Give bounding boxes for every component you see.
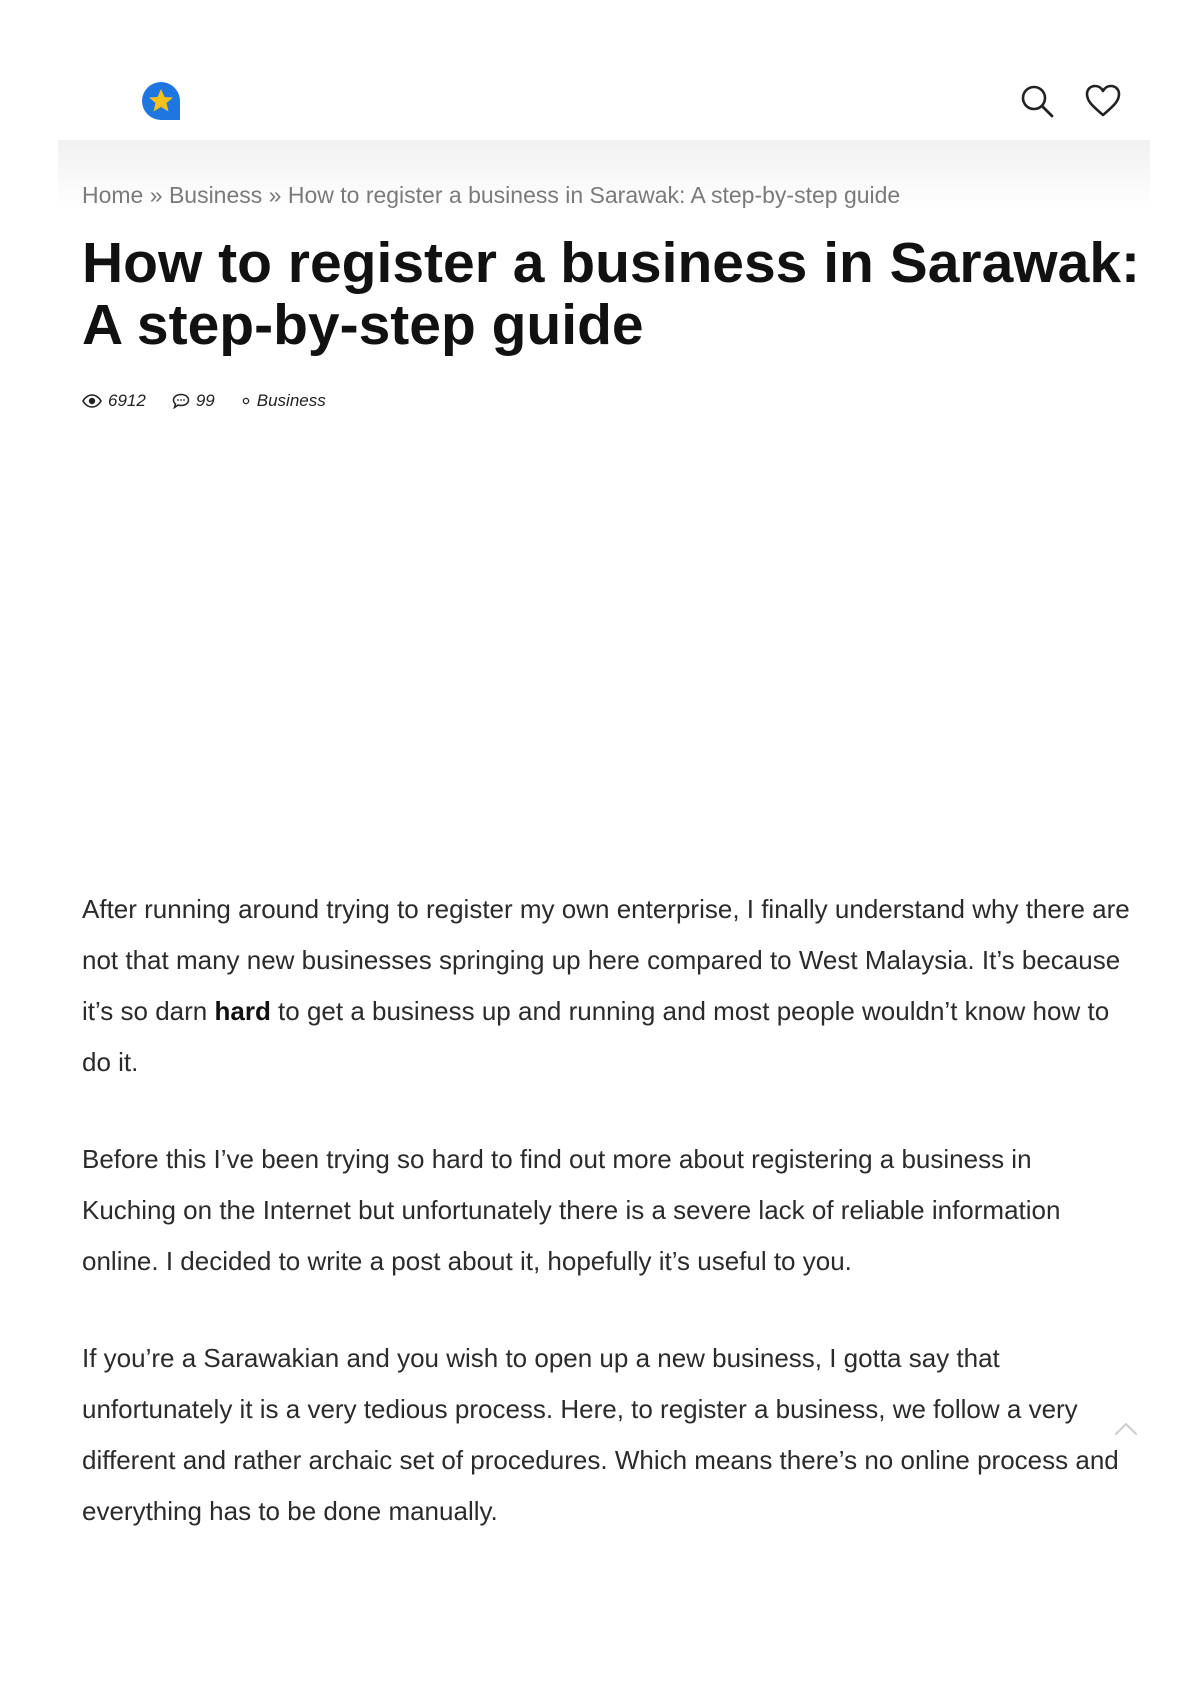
article-title: How to register a business in Sarawak: A step-by-step guide	[82, 231, 1141, 357]
breadcrumb-separator: »	[149, 182, 163, 208]
category-tag[interactable]	[241, 391, 326, 411]
eye-icon	[82, 394, 102, 408]
comments-count[interactable]	[172, 391, 215, 411]
site-header	[58, 58, 1150, 140]
site-logo[interactable]	[140, 80, 182, 122]
article-paragraph: If you’re a Sarawakian and you wish to open up a new business, I gotta say that unfortunately it is a very tedious process. Here, to register a business, we follow a very different and rather archaic set of procedures. Which means there’s no online process and everything has to be done manually.	[82, 1343, 1119, 1526]
chevron-up-icon	[1112, 1418, 1140, 1438]
wishlist-button[interactable]	[1084, 82, 1122, 120]
dot-icon	[241, 396, 251, 406]
heart-icon	[1084, 82, 1122, 120]
article-paragraph: After running around trying to register my own enterprise, I finally understand why there are not that many new businesses springing up here compared to West Malaysia. It’s because it’s so darn hard to get a business up and running and most people wouldn’t know how to do it.	[82, 894, 1130, 1077]
bold-text: hard	[214, 996, 271, 1026]
search-icon	[1018, 82, 1056, 120]
article-meta	[82, 391, 352, 411]
search-button[interactable]	[1018, 82, 1056, 120]
breadcrumb-current: How to register a business in Sarawak: A step-by-step guide	[287, 182, 901, 208]
breadcrumb-category-link[interactable]: Business	[168, 182, 263, 208]
article-paragraph: Before this I’ve been trying so hard to find out more about registering a business in Kuching on the Internet but unfortunately there is a severe lack of reliable information online. I decided to write a post about it, hopefully it’s useful to you.	[82, 1144, 1061, 1276]
views-value: 6912	[108, 391, 146, 410]
category-link[interactable]: Business	[256, 391, 326, 410]
comments-value: 99	[195, 391, 215, 410]
breadcrumb-home-link[interactable]: Home	[82, 182, 144, 208]
comment-icon	[172, 393, 190, 409]
breadcrumb	[82, 182, 900, 209]
star-chat-bubble-icon	[140, 80, 182, 122]
breadcrumb-separator: »	[268, 182, 282, 208]
article-body	[82, 884, 1132, 1583]
views-count	[82, 391, 146, 411]
scroll-to-top-button[interactable]	[1112, 1418, 1140, 1438]
